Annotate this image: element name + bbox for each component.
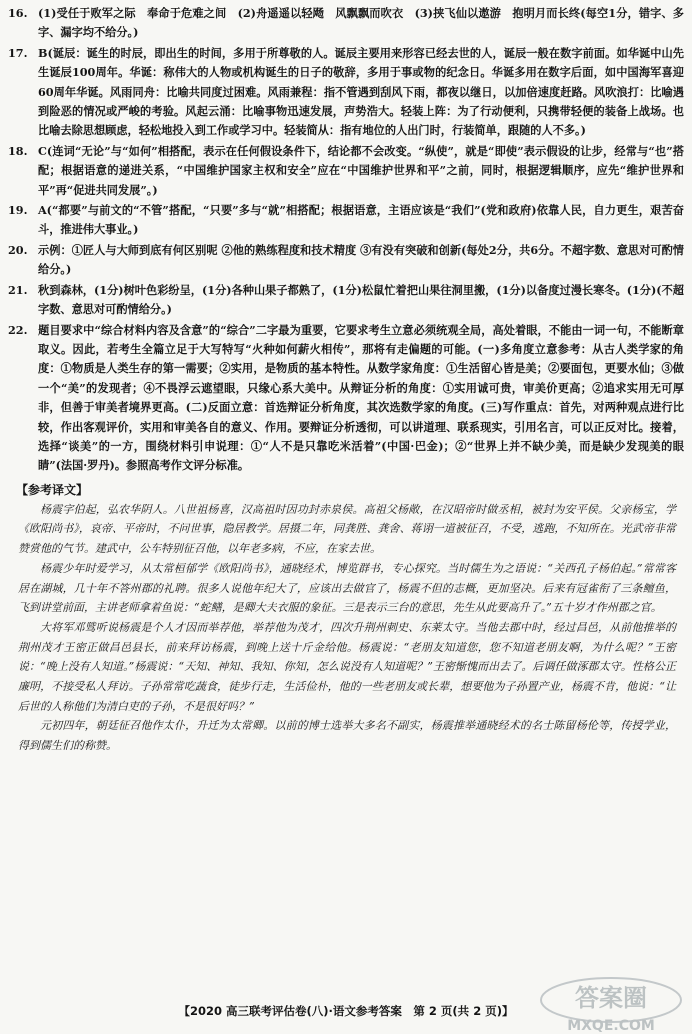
- answer-number: 21.: [8, 282, 28, 297]
- watermark-logo: [536, 974, 686, 1032]
- answer-number: 20.: [8, 242, 28, 257]
- answer-text: (1)受任于败军之际 奉命于危难之间 (2)舟遥遥以轻飏 风飘飘而吹衣 (3)挟飞仙以遨游 抱明月而长终(每空1分，错字、多字、漏字均不给分。): [38, 6, 684, 40]
- answer-list: [8, 4, 684, 476]
- answer-sheet: [8, 4, 684, 756]
- translation-body: [8, 500, 684, 756]
- page-footer: 【2020 高三联考评估卷(八)·语文参考答案 第 2 页(共 2 页)】: [178, 1004, 514, 1018]
- answer-number: 19.: [8, 203, 28, 218]
- watermark-title: 答案圈: [575, 984, 647, 1012]
- translation-paragraph: 大将军邓骘听说杨震是个人才因而举荐他，举荐他为茂才，四次升荆州刺史、东莱太守。当他去郡中时，经过昌邑，从前他推举的荆州茂才王密正做昌邑县长，前来拜访杨震，到晚上送十斤金给他。杨震说：“老朋友知道您，您不知道老朋友啊，为什么呢？”王密说：“晚上没有人知道。”杨震说：“天知、神知、我知、你知，怎么说没有人知道呢？”王密惭愧而出去了。后调任做涿郡太守。性格公正廉明，不接受私人拜访。子孙常常吃蔬食，徒步行走，生活俭朴，他的一些老朋友或长辈，想要他为子孙置产业，杨震不肯，他说：“让后世的人称他们为清白吏的子孙，不是很好吗？”: [18, 620, 676, 713]
- answer-text: 秋到森林，(1分)树叶色彩纷呈，(1分)各种山果子都熟了，(1分)松鼠忙着把山果往洞里搬，(1分)以备度过漫长寒冬。(1分)(不超字数、意思对可酌情给分。): [38, 282, 684, 317]
- answer-16: [8, 4, 684, 43]
- translation-paragraph: 杨震少年时爱学习，从太常桓郁学《欧阳尚书》，通晓经术，博览群书，专心探究。当时儒生为之语说：“关西孔子杨伯起。”常常客居在湖城，几十年不答州郡的礼聘。很多人说他年纪大了，应该出去做官了，杨震不但的志概，更加坚决。后来有冠雀衔了三条鳣鱼，飞到讲堂前面，主讲老师拿着鱼说：“蛇鳝，是卿大夫衣服的象征。三是表示三台的意思，先生从此要高升了。”五十岁才作州郡之官。: [18, 561, 676, 615]
- watermark-url: MXQE.COM: [567, 1018, 655, 1032]
- answer-text: 题目要求中“综合材料内容及含意”的“综合”二字最为重要，它要求考生立意必须统观全局，高处着眼，不能由一词一句，不能断章取义。因此，若考生全篇立足于大写特写“火种如何薪火相传”，那将有走偏题的可能。(一)多角度立意参考：从古人类学家的角度：①物质是人类生存的第一需要；②实用，是物质的基本特性。从数学家角度：①生活留心皆是美；②要面包，更要水仙；③做一个“美”的发现者；④不畏浮云遮望眼，只缘心系大美中。从辩证分析的角度：①实用诚可贵，审美价更高；②追求实用无可厚非，但善于审美者境界更高。(二)反面立意：首选辩证分析角度，其次选数学家的角度。(三)写作重点：首先，对两种观点进行比较，作出客观评价，实用和审美各自的意义、作用。要辩证分析透彻，可以讲道理、联系现实，引用名言，可以正反对比。接着，选择“谈美”的一方，围绕材料引申说理：①“人不是只靠吃米活着”(中国·巴金)；②“世界上并不缺少美，而是缺少发现美的眼睛”(法国·罗丹)。参照高考作文评分标准。: [38, 322, 684, 473]
- answer-text: A(“都要”与前文的“不管”搭配，“只要”多与“就”相搭配；根据语意，主语应该是“我们”(党和政府)依靠人民，自力更生，艰苦奋斗，推进伟大事业。): [38, 203, 684, 237]
- answer-18: [8, 142, 684, 200]
- translation-paragraph: 杨震字伯起，弘农华阴人。八世祖杨喜，汉高祖时因功封赤泉侯。高祖父杨敞，在汉昭帝时做丞相，被封为安平侯。父亲杨宝，学《欧阳尚书》，哀帝、平帝时，不问世事，隐居教学。居摄二年，同龚胜、龚舍、蒋诩一道被征召，不受，逃跑，不知所在。光武帝非常赞赏他的气节。建武中，公车特别征召他，以年老多病，不应，在家去世。: [18, 502, 676, 556]
- answer-text: C(连词“无论”与“如何”相搭配，表示在任何假设条件下，结论都不会改变。“纵使”，就是“即使”表示假设的让步，经常与“也”搭配；根据语意的递进关系，“中国维护国家主权和安全”应在“中国维护世界和平”之前，同时，根据逻辑顺序，应先“维护世界和平”再“促进共同发展”。): [38, 143, 684, 197]
- answer-number: 18.: [8, 143, 28, 158]
- answer-22: [8, 321, 684, 476]
- translation-paragraph: 元初四年，朝廷征召他作太仆，升迁为太常卿。以前的博士选举大多名不副实，杨震推举通晓经术的名士陈留杨伦等，传授学业，得到儒生们的称赞。: [18, 719, 676, 753]
- answer-number: 17.: [8, 45, 28, 60]
- answer-17: [8, 44, 684, 141]
- answer-21: [8, 281, 684, 320]
- answer-number: 22.: [8, 322, 28, 337]
- answer-text: 示例：①匠人与大师到底有何区别呢 ②他的熟练程度和技术精度 ③有没有突破和创新(每处2分，共6分。不超字数、意思对可酌情给分。): [38, 242, 684, 277]
- answer-20: [8, 241, 684, 280]
- translation-heading: 【参考译文】: [16, 482, 89, 497]
- answer-number: 16.: [8, 6, 28, 20]
- answer-19: [8, 201, 684, 240]
- answer-text: B(诞辰：诞生的时辰，即出生的时间，多用于所尊敬的人。诞辰主要用来形容已经去世的人，诞辰一般在数字前面。如华诞中山先生诞辰100周年。华诞：称伟大的人物或机构诞生的日子的敬辞，多用于事或物的纪念日。华诞多用在数字后面，如中国海军喜迎60周年华诞。风雨同舟：比喻共同度过困难。风雨兼程：指不管遇到刮风下雨，都夜以继日，以加倍速度赶路。风吹浪打：比喻遇到险恶的情况或严峻的考验。风起云涌：比喻事物迅速发展，声势浩大。轻装上阵：为了行动便利，只携带轻便的装备上战场。也比喻去除思想顾虑，轻松地投入到工作或学习中。轻装简从：指有地位的人出门时，行装简单，跟随的人不多。): [38, 45, 684, 138]
